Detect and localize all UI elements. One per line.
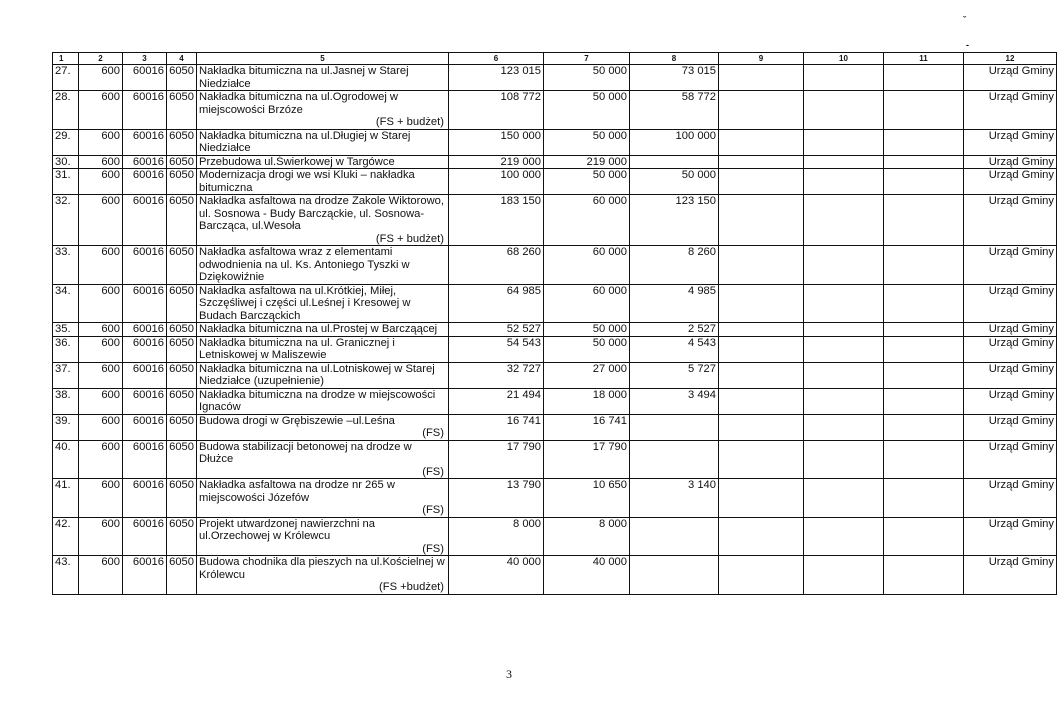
responsible-unit: Urząd Gminy bbox=[964, 414, 1057, 440]
division-code: 600 bbox=[79, 336, 123, 362]
funding-note: (FS +budżet) bbox=[379, 581, 444, 593]
column-11-value bbox=[884, 284, 964, 323]
task-name bbox=[197, 169, 449, 195]
column-number-8: 8 bbox=[630, 53, 719, 65]
task-name bbox=[197, 65, 449, 91]
column-10-value bbox=[804, 362, 884, 388]
row-number: 35. bbox=[53, 323, 79, 337]
paragraph-code: 6050 bbox=[167, 362, 197, 388]
division-code: 600 bbox=[79, 155, 123, 169]
column-10-value bbox=[804, 195, 884, 246]
total-value: 183 150 bbox=[449, 195, 544, 246]
column-number-7: 7 bbox=[544, 53, 630, 65]
column-number-6: 6 bbox=[449, 53, 544, 65]
total-value: 150 000 bbox=[449, 129, 544, 155]
responsible-unit: Urząd Gminy bbox=[964, 362, 1057, 388]
column-9-value bbox=[719, 414, 804, 440]
expenditure-year-1: 50 000 bbox=[544, 91, 630, 130]
expenditure-year-1: 50 000 bbox=[544, 65, 630, 91]
table-row bbox=[53, 517, 1057, 556]
task-name-text: Nakładka bitumiczna na ul.Jasnej w Starej Niedziałce bbox=[199, 65, 409, 90]
task-name bbox=[197, 323, 449, 337]
responsible-unit: Urząd Gminy bbox=[964, 169, 1057, 195]
column-9-value bbox=[719, 91, 804, 130]
column-9-value bbox=[719, 517, 804, 556]
responsible-unit: Urząd Gminy bbox=[964, 65, 1057, 91]
division-code: 600 bbox=[79, 362, 123, 388]
paragraph-code: 6050 bbox=[167, 336, 197, 362]
responsible-unit: Urząd Gminy bbox=[964, 195, 1057, 246]
column-9-value bbox=[719, 323, 804, 337]
paragraph-code: 6050 bbox=[167, 479, 197, 518]
expenditure-year-1: 27 000 bbox=[544, 362, 630, 388]
chapter-code: 60016 bbox=[123, 284, 167, 323]
paragraph-code: 6050 bbox=[167, 284, 197, 323]
row-number: 33. bbox=[53, 246, 79, 285]
table-row bbox=[53, 91, 1057, 130]
chapter-code: 60016 bbox=[123, 479, 167, 518]
expenditure-year-2: 58 772 bbox=[630, 91, 719, 130]
expenditure-year-2 bbox=[630, 517, 719, 556]
chapter-code: 60016 bbox=[123, 65, 167, 91]
total-value: 123 015 bbox=[449, 65, 544, 91]
column-9-value bbox=[719, 388, 804, 414]
expenditure-year-1: 8 000 bbox=[544, 517, 630, 556]
column-number-3: 3 bbox=[123, 53, 167, 65]
total-value: 32 727 bbox=[449, 362, 544, 388]
expenditure-year-2 bbox=[630, 155, 719, 169]
column-10-value bbox=[804, 440, 884, 479]
expenditure-year-1: 219 000 bbox=[544, 155, 630, 169]
column-number-11: 11 bbox=[884, 53, 964, 65]
responsible-unit: Urząd Gminy bbox=[964, 517, 1057, 556]
table-row bbox=[53, 169, 1057, 195]
funding-note: (FS) bbox=[422, 542, 444, 555]
chapter-code: 60016 bbox=[123, 129, 167, 155]
chapter-code: 60016 bbox=[123, 195, 167, 246]
column-10-value bbox=[804, 65, 884, 91]
column-number-5: 5 bbox=[197, 53, 449, 65]
responsible-unit: Urząd Gminy bbox=[964, 155, 1057, 169]
table-row bbox=[53, 336, 1057, 362]
table-row bbox=[53, 323, 1057, 337]
task-name-text: Nakładka bitumiczna na ul.Długiej w Starej Niedziałce bbox=[199, 129, 411, 154]
responsible-unit: Urząd Gminy bbox=[964, 91, 1057, 130]
paragraph-code: 6050 bbox=[167, 155, 197, 169]
task-name bbox=[197, 336, 449, 362]
table-row bbox=[53, 414, 1057, 440]
row-number: 40. bbox=[53, 440, 79, 479]
expenditure-year-1: 50 000 bbox=[544, 169, 630, 195]
total-value: 64 985 bbox=[449, 284, 544, 323]
column-10-value bbox=[804, 129, 884, 155]
row-number: 38. bbox=[53, 388, 79, 414]
paragraph-code: 6050 bbox=[167, 195, 197, 246]
task-name bbox=[197, 195, 449, 246]
responsible-unit: Urząd Gminy bbox=[964, 556, 1057, 595]
division-code: 600 bbox=[79, 284, 123, 323]
chapter-code: 60016 bbox=[123, 246, 167, 285]
column-number-9: 9 bbox=[719, 53, 804, 65]
row-number: 43. bbox=[53, 556, 79, 595]
chapter-code: 60016 bbox=[123, 388, 167, 414]
responsible-unit: Urząd Gminy bbox=[964, 323, 1057, 337]
column-11-value bbox=[884, 169, 964, 195]
responsible-unit: Urząd Gminy bbox=[964, 479, 1057, 518]
expenditure-year-2: 5 727 bbox=[630, 362, 719, 388]
expenditure-year-2: 3 494 bbox=[630, 388, 719, 414]
task-name bbox=[197, 129, 449, 155]
task-name bbox=[197, 284, 449, 323]
responsible-unit: Urząd Gminy bbox=[964, 246, 1057, 285]
division-code: 600 bbox=[79, 517, 123, 556]
column-11-value bbox=[884, 440, 964, 479]
division-code: 600 bbox=[79, 414, 123, 440]
expenditure-year-1: 60 000 bbox=[544, 246, 630, 285]
row-number: 34. bbox=[53, 284, 79, 323]
column-number-row bbox=[53, 53, 1057, 65]
division-code: 600 bbox=[79, 91, 123, 130]
column-9-value bbox=[719, 195, 804, 246]
paragraph-code: 6050 bbox=[167, 65, 197, 91]
expenditure-year-2: 8 260 bbox=[630, 246, 719, 285]
division-code: 600 bbox=[79, 195, 123, 246]
division-code: 600 bbox=[79, 323, 123, 337]
column-9-value bbox=[719, 479, 804, 518]
paragraph-code: 6050 bbox=[167, 414, 197, 440]
total-value: 100 000 bbox=[449, 169, 544, 195]
division-code: 600 bbox=[79, 246, 123, 285]
division-code: 600 bbox=[79, 129, 123, 155]
column-number-1: 1 bbox=[53, 53, 79, 65]
paragraph-code: 6050 bbox=[167, 556, 197, 595]
column-11-value bbox=[884, 65, 964, 91]
column-9-value bbox=[719, 336, 804, 362]
table-row bbox=[53, 155, 1057, 169]
row-number: 29. bbox=[53, 129, 79, 155]
task-name-text: Przebudowa ul.Świerkowej w Targówce bbox=[199, 155, 395, 168]
column-9-value bbox=[719, 284, 804, 323]
total-value: 108 772 bbox=[449, 91, 544, 130]
column-10-value bbox=[804, 556, 884, 595]
expenditure-year-2 bbox=[630, 556, 719, 595]
division-code: 600 bbox=[79, 388, 123, 414]
expenditure-year-2: 3 140 bbox=[630, 479, 719, 518]
column-10-value bbox=[804, 517, 884, 556]
column-number-12: 12 bbox=[964, 53, 1057, 65]
column-11-value bbox=[884, 195, 964, 246]
chapter-code: 60016 bbox=[123, 414, 167, 440]
expenditure-year-1: 16 741 bbox=[544, 414, 630, 440]
table-row bbox=[53, 284, 1057, 323]
row-number: 41. bbox=[53, 479, 79, 518]
task-name bbox=[197, 388, 449, 414]
funding-note: (FS + budżet) bbox=[375, 232, 444, 245]
column-9-value bbox=[719, 129, 804, 155]
column-11-value bbox=[884, 246, 964, 285]
table-row bbox=[53, 440, 1057, 479]
total-value: 68 260 bbox=[449, 246, 544, 285]
chapter-code: 60016 bbox=[123, 169, 167, 195]
total-value: 52 527 bbox=[449, 323, 544, 337]
column-number-2: 2 bbox=[79, 53, 123, 65]
expenditure-year-2: 4 985 bbox=[630, 284, 719, 323]
task-name bbox=[197, 91, 449, 130]
funding-note: (FS) bbox=[422, 504, 444, 516]
task-name-text: Projekt utwardzonej nawierzchni na ul.Orzechowej w Królewcu bbox=[199, 517, 375, 542]
chapter-code: 60016 bbox=[123, 440, 167, 479]
column-10-value bbox=[804, 414, 884, 440]
column-11-value bbox=[884, 155, 964, 169]
column-9-value bbox=[719, 169, 804, 195]
paragraph-code: 6050 bbox=[167, 91, 197, 130]
division-code: 600 bbox=[79, 440, 123, 479]
column-11-value bbox=[884, 323, 964, 337]
task-name-text: Nakładka asfaltowa na ul.Krótkiej, Miłej, Szczęśliwej i części ul.Leśnej i Kresowej w Budach Barcząckich bbox=[199, 284, 411, 322]
task-name-text: Nakładka asfaltowa na drodze Zakole Wiktorowo, ul. Sosnowa - Budy Barcząckie, ul. Sosnowa- Barcząca, ul.Wesoła bbox=[199, 195, 444, 232]
expenditure-year-1: 17 790 bbox=[544, 440, 630, 479]
column-11-value bbox=[884, 91, 964, 130]
division-code: 600 bbox=[79, 556, 123, 595]
expenditure-year-1: 60 000 bbox=[544, 284, 630, 323]
expenditure-year-1: 50 000 bbox=[544, 323, 630, 337]
table-row bbox=[53, 195, 1057, 246]
table-row bbox=[53, 65, 1057, 91]
column-11-value bbox=[884, 362, 964, 388]
funding-note: (FS) bbox=[422, 465, 444, 478]
column-9-value bbox=[719, 362, 804, 388]
total-value: 17 790 bbox=[449, 440, 544, 479]
column-10-value bbox=[804, 91, 884, 130]
table-body bbox=[53, 65, 1057, 595]
table-row bbox=[53, 479, 1057, 518]
column-10-value bbox=[804, 284, 884, 323]
investment-table bbox=[52, 52, 1057, 595]
task-name-text: Modernizacja drogi we wsi Kluki – nakładka bitumiczna bbox=[199, 169, 415, 194]
total-value: 16 741 bbox=[449, 414, 544, 440]
task-name-text: Budowa drogi w Grębiszewie –ul.Leśna bbox=[199, 414, 395, 427]
responsible-unit: Urząd Gminy bbox=[964, 388, 1057, 414]
division-code: 600 bbox=[79, 479, 123, 518]
paragraph-code: 6050 bbox=[167, 129, 197, 155]
task-name-text: Nakładka asfaltowa wraz z elementami odwodnienia na ul. Ks. Antoniego Tyszki w Dziękowiźnie bbox=[199, 246, 410, 283]
row-number: 42. bbox=[53, 517, 79, 556]
expenditure-year-2 bbox=[630, 440, 719, 479]
task-name-text: Budowa chodnika dla pieszych na ul.Kościelnej w Królewcu bbox=[199, 556, 445, 581]
table-row bbox=[53, 246, 1057, 285]
row-number: 30. bbox=[53, 155, 79, 169]
chapter-code: 60016 bbox=[123, 517, 167, 556]
row-number: 36. bbox=[53, 336, 79, 362]
chapter-code: 60016 bbox=[123, 155, 167, 169]
expenditure-year-2 bbox=[630, 414, 719, 440]
column-11-value bbox=[884, 517, 964, 556]
task-name bbox=[197, 246, 449, 285]
task-name-text: Nakładka bitumiczna na ul.Prostej w Barcząącej bbox=[199, 323, 438, 335]
row-number: 27. bbox=[53, 65, 79, 91]
expenditure-year-2: 4 543 bbox=[630, 336, 719, 362]
funding-note: (FS + budżet) bbox=[375, 116, 444, 128]
total-value: 219 000 bbox=[449, 155, 544, 169]
chapter-code: 60016 bbox=[123, 323, 167, 337]
paragraph-code: 6050 bbox=[167, 323, 197, 337]
column-9-value bbox=[719, 246, 804, 285]
chapter-code: 60016 bbox=[123, 336, 167, 362]
row-number: 32. bbox=[53, 195, 79, 246]
column-10-value bbox=[804, 155, 884, 169]
table-row bbox=[53, 129, 1057, 155]
chapter-code: 60016 bbox=[123, 91, 167, 130]
column-11-value bbox=[884, 414, 964, 440]
responsible-unit: Urząd Gminy bbox=[964, 336, 1057, 362]
expenditure-year-2: 73 015 bbox=[630, 65, 719, 91]
table-row bbox=[53, 388, 1057, 414]
column-number-4: 4 bbox=[167, 53, 197, 65]
task-name bbox=[197, 155, 449, 169]
column-11-value bbox=[884, 336, 964, 362]
task-name bbox=[197, 414, 449, 440]
paragraph-code: 6050 bbox=[167, 517, 197, 556]
chapter-code: 60016 bbox=[123, 556, 167, 595]
expenditure-year-1: 40 000 bbox=[544, 556, 630, 595]
column-11-value bbox=[884, 479, 964, 518]
column-9-value bbox=[719, 440, 804, 479]
task-name bbox=[197, 517, 449, 556]
expenditure-year-1: 50 000 bbox=[544, 129, 630, 155]
task-name-text: Nakładka bitumiczna na ul. Granicznej i Letniskowej w Maliszewie bbox=[199, 336, 395, 361]
task-name-text: Nakładka bitumiczna na ul.Lotniskowej w Starej Niedziałce (uzupełnienie) bbox=[199, 362, 435, 387]
column-10-value bbox=[804, 479, 884, 518]
task-name bbox=[197, 479, 449, 518]
task-name bbox=[197, 556, 449, 595]
funding-note: (FS) bbox=[422, 427, 444, 439]
total-value: 40 000 bbox=[449, 556, 544, 595]
task-name-text: Budowa stabilizacji betonowej na drodze w Dłużce bbox=[199, 440, 412, 465]
paragraph-code: 6050 bbox=[167, 169, 197, 195]
total-value: 13 790 bbox=[449, 479, 544, 518]
row-number: 39. bbox=[53, 414, 79, 440]
table-row bbox=[53, 362, 1057, 388]
paragraph-code: 6050 bbox=[167, 388, 197, 414]
row-number: 37. bbox=[53, 362, 79, 388]
responsible-unit: Urząd Gminy bbox=[964, 284, 1057, 323]
total-value: 8 000 bbox=[449, 517, 544, 556]
expenditure-year-2: 50 000 bbox=[630, 169, 719, 195]
expenditure-year-1: 60 000 bbox=[544, 195, 630, 246]
responsible-unit: Urząd Gminy bbox=[964, 129, 1057, 155]
expenditure-year-1: 10 650 bbox=[544, 479, 630, 518]
expenditure-year-2: 100 000 bbox=[630, 129, 719, 155]
task-name-text: Nakładka bitumiczna na ul.Ogrodowej w miejscowości Brzóze bbox=[199, 91, 398, 116]
task-name bbox=[197, 440, 449, 479]
task-name-text: Nakładka bitumiczna na drodze w miejscowości Ignaców bbox=[199, 388, 436, 413]
page-number: 3 bbox=[506, 667, 512, 681]
column-9-value bbox=[719, 556, 804, 595]
paragraph-code: 6050 bbox=[167, 440, 197, 479]
total-value: 21 494 bbox=[449, 388, 544, 414]
column-10-value bbox=[804, 323, 884, 337]
corner-mark: ˇ bbox=[963, 15, 966, 25]
column-11-value bbox=[884, 129, 964, 155]
expenditure-year-1: 50 000 bbox=[544, 336, 630, 362]
column-9-value bbox=[719, 65, 804, 91]
expenditure-year-2: 123 150 bbox=[630, 195, 719, 246]
expenditure-year-2: 2 527 bbox=[630, 323, 719, 337]
column-number-10: 10 bbox=[804, 53, 884, 65]
division-code: 600 bbox=[79, 169, 123, 195]
column-9-value bbox=[719, 155, 804, 169]
row-number: 28. bbox=[53, 91, 79, 130]
column-11-value bbox=[884, 388, 964, 414]
corner-dash: - bbox=[966, 40, 969, 50]
total-value: 54 543 bbox=[449, 336, 544, 362]
paragraph-code: 6050 bbox=[167, 246, 197, 285]
column-10-value bbox=[804, 169, 884, 195]
division-code: 600 bbox=[79, 65, 123, 91]
column-10-value bbox=[804, 336, 884, 362]
column-10-value bbox=[804, 246, 884, 285]
column-11-value bbox=[884, 556, 964, 595]
table-row bbox=[53, 556, 1057, 595]
row-number: 31. bbox=[53, 169, 79, 195]
task-name-text: Nakładka asfaltowa na drodze nr 265 w miejscowości Józefów bbox=[199, 479, 395, 504]
column-10-value bbox=[804, 388, 884, 414]
task-name bbox=[197, 362, 449, 388]
chapter-code: 60016 bbox=[123, 362, 167, 388]
responsible-unit: Urząd Gminy bbox=[964, 440, 1057, 479]
expenditure-year-1: 18 000 bbox=[544, 388, 630, 414]
